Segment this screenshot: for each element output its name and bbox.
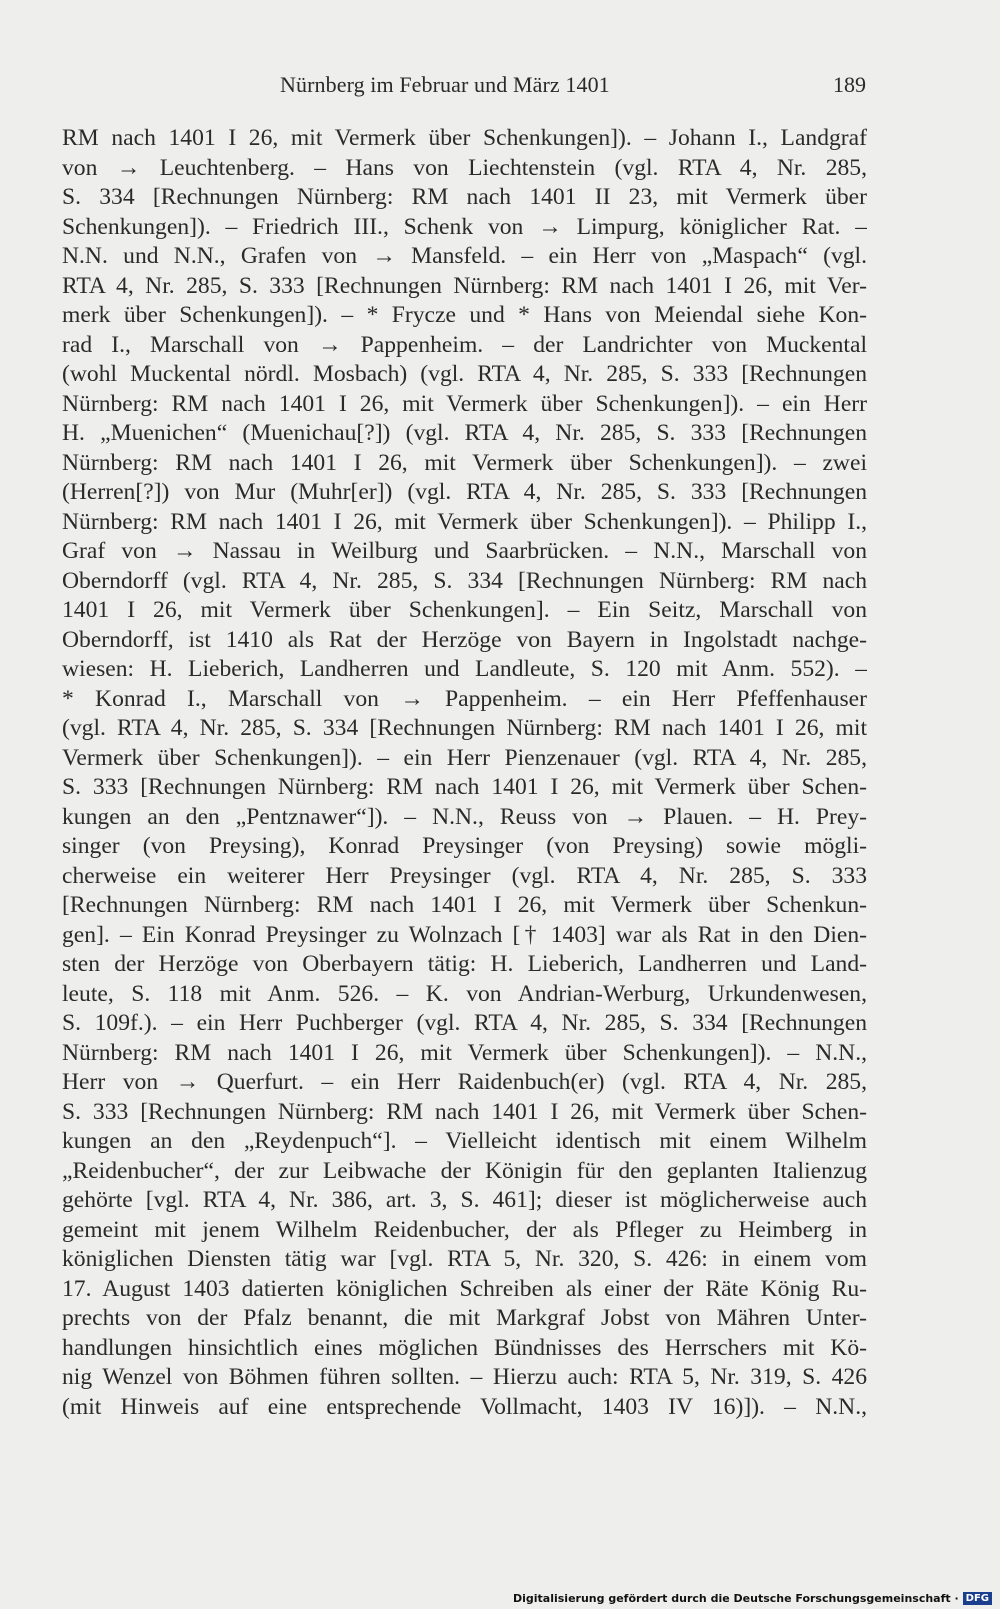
text-line: * Konrad I., Marschall von → Pappenheim. – ein Herr Pfeffenhauser <box>62 685 867 712</box>
text-line: Herr von → Querfurt. – ein Herr Raidenbuch(er) (vgl. RTA 4, Nr. 285, <box>62 1069 867 1095</box>
text-line: prechts von der Pfalz benannt, die mit Markgraf Jobst von Mähren Unter- <box>62 1305 867 1331</box>
running-head <box>62 72 866 102</box>
text-line: RTA 4, Nr. 285, S. 333 [Rechnungen Nürnberg: RM nach 1401 I 26, mit Ver- <box>62 272 867 299</box>
text-line: leute, S. 118 mit Anm. 526. – K. von Andrian-Werburg, Urkundenwesen, <box>62 980 867 1007</box>
text-line: cherweise ein weiterer Herr Preysinger (vgl. RTA 4, Nr. 285, S. 333 <box>62 862 867 889</box>
page-number: 189 <box>833 72 866 97</box>
credit-text: Digitalisierung gefördert durch die Deutsche Forschungsgemeinschaft · <box>512 1592 959 1605</box>
text-line: nig Wenzel von Böhmen führen sollten. – Hierzu auch: RTA 5, Nr. 319, S. 426 <box>62 1364 867 1390</box>
text-line: S. 334 [Rechnungen Nürnberg: RM nach 1401 II 23, mit Vermerk über <box>62 184 867 210</box>
text-line: Nürnberg: RM nach 1401 I 26, mit Vermerk über Schenkungen]). – Philipp I., <box>62 508 867 535</box>
text-line: gehörte [vgl. RTA 4, Nr. 386, art. 3, S. 461]; dieser ist möglicherweise auch <box>62 1187 867 1213</box>
text-line: Nürnberg: RM nach 1401 I 26, mit Vermerk über Schenkungen]). – ein Herr <box>62 390 867 417</box>
text-line: sten der Herzöge von Oberbayern tätig: H. Lieberich, Landherren und Land- <box>62 951 867 977</box>
text-line: 1401 I 26, mit Vermerk über Schenkungen]. – Ein Seitz, Marschall von <box>62 597 867 623</box>
text-line: S. 333 [Rechnungen Nürnberg: RM nach 1401 I 26, mit Vermerk über Schen- <box>62 774 867 800</box>
text-line: Schenkungen]). – Friedrich III., Schenk von → Limpurg, königlicher Rat. – <box>62 213 867 240</box>
text-line: königlichen Diensten tätig war [vgl. RTA 5, Nr. 320, S. 426: in einem vom <box>62 1246 867 1272</box>
text-line: merk über Schenkungen]). – * Frycze und * Hans von Meiendal siehe Kon- <box>62 302 867 328</box>
text-line: S. 109f.). – ein Herr Puchberger (vgl. RTA 4, Nr. 285, S. 334 [Rechnungen <box>62 1010 867 1036</box>
text-line: „Reidenbucher“, der zur Leibwache der Königin für den geplanten Italienzug <box>62 1157 867 1184</box>
text-line: Oberndorff, ist 1410 als Rat der Herzöge von Bayern in Ingolstadt nachge- <box>62 626 867 653</box>
text-line: RM nach 1401 I 26, mit Vermerk über Schenkungen]). – Johann I., Landgraf <box>62 125 867 151</box>
digitization-credit <box>513 1592 992 1605</box>
text-line: S. 333 [Rechnungen Nürnberg: RM nach 1401 I 26, mit Vermerk über Schen- <box>62 1098 867 1125</box>
text-line: Oberndorff (vgl. RTA 4, Nr. 285, S. 334 [Rechnungen Nürnberg: RM nach <box>62 567 867 594</box>
text-line: N.N. und N.N., Grafen von → Mansfeld. – ein Herr von „Maspach“ (vgl. <box>62 243 867 269</box>
text-line: Graf von → Nassau in Weilburg und Saarbrücken. – N.N., Marschall von <box>62 538 867 564</box>
dfg-logo: DFG <box>963 1592 992 1605</box>
text-line: gen]. – Ein Konrad Preysinger zu Wolnzach [† 1403] war als Rat in den Dien- <box>62 921 867 948</box>
text-line: singer (von Preysing), Konrad Preysinger (von Preysing) sowie mögli- <box>62 833 867 859</box>
text-line: kungen an den „Reydenpuch“]. – Vielleicht identisch mit einem Wilhelm <box>62 1128 867 1154</box>
text-line: [Rechnungen Nürnberg: RM nach 1401 I 26, mit Vermerk über Schenkun- <box>62 892 867 918</box>
text-line: Nürnberg: RM nach 1401 I 26, mit Vermerk über Schenkungen]). – zwei <box>62 449 867 476</box>
text-line: (Herren[?]) von Mur (Muhr[er]) (vgl. RTA 4, Nr. 285, S. 333 [Rechnungen <box>62 479 867 505</box>
text-line: 17. August 1403 datierten königlichen Schreiben als einer der Räte König Ru- <box>62 1275 867 1302</box>
text-line: von → Leuchtenberg. – Hans von Liechtenstein (vgl. RTA 4, Nr. 285, <box>62 154 867 181</box>
text-line: wiesen: H. Lieberich, Landherren und Landleute, S. 120 mit Anm. 552). – <box>62 656 867 682</box>
text-line: handlungen hinsichtlich eines möglichen Bündnisses des Herrschers mit Kö- <box>62 1334 867 1361</box>
text-line: (mit Hinweis auf eine entsprechende Vollmacht, 1403 IV 16)]). – N.N., <box>62 1393 867 1420</box>
body-text <box>62 124 867 1422</box>
text-line: gemeint mit jenem Wilhelm Reidenbucher, der als Pfleger zu Heimberg in <box>62 1216 867 1243</box>
text-line: kungen an den „Pentznawer“]). – N.N., Reuss von → Plauen. – H. Prey- <box>62 803 867 830</box>
running-title: Nürnberg im Februar und März 1401 <box>280 72 610 97</box>
text-line: (vgl. RTA 4, Nr. 285, S. 334 [Rechnungen Nürnberg: RM nach 1401 I 26, mit <box>62 715 867 741</box>
text-line: Vermerk über Schenkungen]). – ein Herr Pienzenauer (vgl. RTA 4, Nr. 285, <box>62 744 867 771</box>
text-line: (wohl Muckental nördl. Mosbach) (vgl. RTA 4, Nr. 285, S. 333 [Rechnungen <box>62 361 867 387</box>
text-line: rad I., Marschall von → Pappenheim. – der Landrichter von Muckental <box>62 331 867 358</box>
text-line: H. „Muenichen“ (Muenichau[?]) (vgl. RTA 4, Nr. 285, S. 333 [Rechnungen <box>62 420 867 446</box>
text-line: Nürnberg: RM nach 1401 I 26, mit Vermerk über Schenkungen]). – N.N., <box>62 1039 867 1066</box>
